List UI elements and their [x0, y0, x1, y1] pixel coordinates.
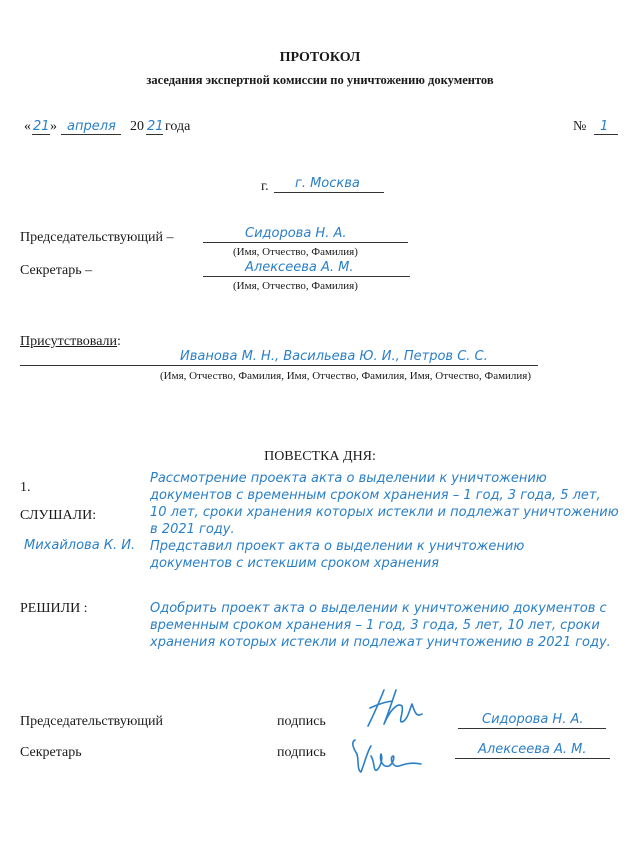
- signature-secretary-sign-label: подпись: [277, 745, 326, 760]
- city-value: г. Москва: [295, 176, 360, 191]
- agenda-item-number: 1.: [20, 480, 31, 495]
- agenda-title: ПОВЕСТКА ДНЯ:: [264, 449, 376, 464]
- heard-label: СЛУШАЛИ:: [20, 508, 97, 523]
- date-day: 21: [33, 119, 50, 134]
- present-hint: (Имя, Отчество, Фамилия, Имя, Отчество, Фамилия, Имя, Отчество, Фамилия): [160, 370, 532, 382]
- secretary-hint: (Имя, Отчество, Фамилия): [233, 280, 358, 292]
- secretary-underline: [203, 276, 410, 277]
- date-day-underline: [32, 134, 50, 135]
- document-title: ПРОТОКОЛ: [279, 50, 361, 65]
- protocol-number-underline: [594, 134, 618, 135]
- date-year-suffix: 21: [147, 119, 164, 134]
- city-label: г.: [261, 179, 269, 194]
- secretary-label: Секретарь –: [20, 263, 93, 278]
- date-year-word: года: [165, 119, 191, 134]
- present-underline: [20, 365, 538, 366]
- present-names: Иванова М. Н., Васильева Ю. И., Петров С. С.: [180, 349, 488, 364]
- signature-chairman-name: Сидорова Н. А.: [482, 712, 584, 727]
- signature-secretary-underline: [455, 758, 610, 759]
- chairman-underline: [203, 242, 408, 243]
- date-year-underline: [146, 134, 163, 135]
- date-month: апреля: [67, 119, 116, 134]
- decided-text: Одобрить проект акта о выделении к уничтожению документов с временным сроком хранения – 1 год, 3 года, 5 лет, 10 лет, сроки хранения которых истекли и подлежат уничтожению в 2021 году.: [150, 601, 611, 650]
- signature-secretary-role: Секретарь: [20, 745, 82, 760]
- chairman-label: Председательствующий –: [20, 230, 174, 245]
- date-year-prefix: 20: [130, 119, 144, 134]
- present-colon: :: [117, 334, 121, 349]
- signature-chairman-role: Председательствующий: [20, 714, 164, 729]
- chairman-name: Сидорова Н. А.: [245, 226, 347, 241]
- date-month-underline: [61, 134, 121, 135]
- date-open-quote: «: [24, 119, 31, 134]
- protocol-number-value: 1: [600, 119, 609, 134]
- secretary-signature-image: [345, 732, 425, 778]
- decided-label: РЕШИЛИ :: [20, 601, 88, 616]
- city-underline: [274, 192, 384, 193]
- chairman-signature-image: [362, 684, 426, 730]
- signature-secretary-name: Алексеева А. М.: [478, 742, 587, 757]
- heard-text: Представил проект акта о выделении к уничтожению документов с истекшим сроком хранения: [150, 539, 525, 571]
- secretary-name: Алексеева А. М.: [245, 260, 354, 275]
- present-label: Присутствовали: [20, 334, 118, 349]
- heard-speaker: Михайлова К. И.: [24, 538, 136, 553]
- protocol-number-label: №: [573, 119, 587, 134]
- agenda-item-text: Рассмотрение проекта акта о выделении к уничтожению документов с временным сроком хранения – 1 год, 3 года, 5 лет, 10 лет, сроки хранения которых истекли и подлежат уничтожению в 2021 году.: [150, 471, 619, 537]
- signature-chairman-sign-label: подпись: [277, 714, 326, 729]
- document-subtitle: заседания экспертной комиссии по уничтожению документов: [146, 73, 494, 87]
- date-close-quote: »: [50, 119, 57, 134]
- signature-chairman-underline: [458, 728, 606, 729]
- chairman-hint: (Имя, Отчество, Фамилия): [233, 246, 358, 258]
